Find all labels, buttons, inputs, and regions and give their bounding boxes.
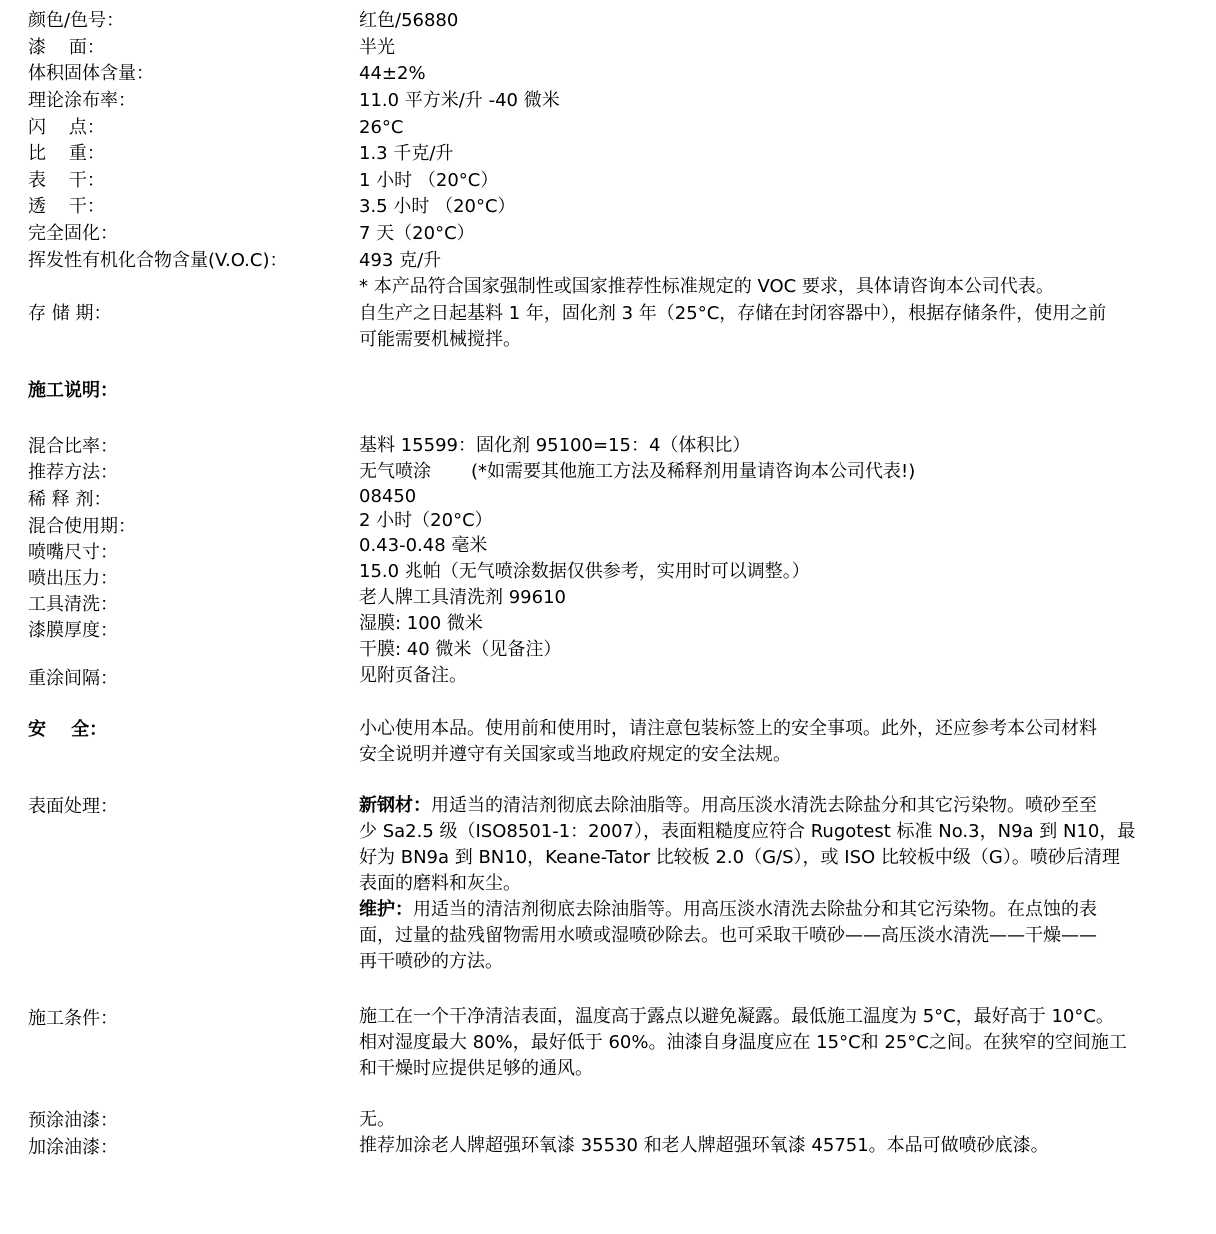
subsequent-coat-value: 推荐加涂老人牌超强环氧漆 35530 和老人牌超强环氧漆 45751。本品可做喷砂底漆。 <box>359 1135 1049 1156</box>
nozzle-size-label: 喷嘴尺寸： <box>28 542 118 563</box>
property-label: 体积固体含量： <box>28 63 154 84</box>
maintenance-line: 再干喷砂的方法。 <box>359 951 503 972</box>
film-thickness-label: 漆膜厚度： <box>28 620 118 641</box>
pot-life-label: 混合使用期： <box>28 516 136 537</box>
subsequent-coat-label: 加涂油漆： <box>28 1137 118 1158</box>
thinner-value: 08450 <box>359 486 417 507</box>
property-label: 颜色/色号： <box>28 10 125 31</box>
storage-label: 存 储 期： <box>28 303 112 324</box>
surface-prep-label: 表面处理： <box>28 796 118 817</box>
property-value: 26°C <box>359 117 404 138</box>
maintenance-text: 用适当的清洁剂彻底去除油脂等。用高压淡水清洗去除盐分和其它污染物。在点蚀的表 <box>413 899 1097 920</box>
method-text: 无气喷涂 <box>359 461 431 482</box>
previous-coat-value: 无。 <box>359 1109 395 1130</box>
property-label: 透 干： <box>28 196 105 217</box>
new-steel-line: 少 Sa2.5 级（ISO8501-1：2007），表面粗糙度应符合 Rugotest 标准 No.3，N9a 到 N10，最 <box>359 821 1136 842</box>
dry-film-value: 干膜: 40 微米（见备注） <box>359 639 562 660</box>
mixing-ratio-label: 混合比率： <box>28 436 118 457</box>
property-value: 11.0 平方米/升 -40 微米 <box>359 90 560 111</box>
tool-cleaning-value: 老人牌工具清洗剂 99610 <box>359 587 566 608</box>
property-value: 红色/56880 <box>359 10 459 31</box>
safety-line: 安全说明并遵守有关国家或当地政府规定的安全法规。 <box>359 744 791 765</box>
maintenance-line <box>359 897 1199 923</box>
property-value: 3.5 小时 （20°C） <box>359 196 516 217</box>
property-label: 漆 面： <box>28 37 105 58</box>
spray-pressure-value: 15.0 兆帕（无气喷涂数据仅供参考，实用时可以调整。） <box>359 561 810 582</box>
property-value: 1 小时 （20°C） <box>359 170 499 191</box>
new-steel-title: 新钢材： <box>359 795 431 816</box>
property-value: 半光 <box>359 37 395 58</box>
property-label: 挥发性有机化合物含量(V.O.C)： <box>28 250 288 271</box>
safety-line: 小心使用本品。使用前和使用时，请注意包装标签上的安全事项。此外，还应参考本公司材料 <box>359 718 1097 739</box>
surface-prep-text <box>359 793 1199 975</box>
property-label: 理论涂布率： <box>28 90 136 111</box>
conditions-line: 和干燥时应提供足够的通风。 <box>359 1058 593 1079</box>
storage-text <box>359 301 1199 353</box>
pot-life-value: 2 小时（20°C） <box>359 510 493 531</box>
thinner-label: 稀 释 剂： <box>28 489 112 510</box>
spray-pressure-label: 喷出压力： <box>28 568 118 589</box>
conditions-line: 施工在一个干净清洁表面，温度高于露点以避免凝露。最低施工温度为 5°C，最好高于 10°C。 <box>359 1006 1114 1027</box>
new-steel-line: 好为 BN9a 到 BN10，Keane-Tator 比较板 2.0（G/S），或 ISO 比较板中级（G）。喷砂后清理 <box>359 847 1120 868</box>
safety-text <box>359 716 1199 768</box>
storage-line: 可能需要机械搅拌。 <box>359 329 521 350</box>
recoat-interval-value: 见附页备注。 <box>359 665 467 686</box>
recoat-interval-label: 重涂间隔： <box>28 668 118 689</box>
mixing-ratio-value: 基料 15599：固化剂 95100=15：4（体积比） <box>359 435 751 456</box>
property-label: 闪 点： <box>28 117 105 138</box>
conditions-line: 相对湿度最大 80%，最好低于 60%。油漆自身温度应在 15°C和 25°C之间。在狭窄的空间施工 <box>359 1032 1127 1053</box>
safety-label: 安 全： <box>28 719 108 740</box>
property-label: 比 重： <box>28 143 105 164</box>
storage-line: 自生产之日起基料 1 年，固化剂 3 年（25°C，存储在封闭容器中），根据存储条件，使用之前 <box>359 303 1107 324</box>
nozzle-size-value: 0.43-0.48 毫米 <box>359 535 488 556</box>
voc-note: * 本产品符合国家强制性或国家推荐性标准规定的 VOC 要求，具体请咨询本公司代表。 <box>359 276 1054 297</box>
wet-film-value: 湿膜: 100 微米 <box>359 613 483 634</box>
tool-cleaning-label: 工具清洗： <box>28 594 118 615</box>
maintenance-title: 维护： <box>359 899 413 920</box>
application-heading: 施工说明： <box>28 380 118 401</box>
new-steel-text: 用适当的清洁剂彻底去除油脂等。用高压淡水清洗去除盐分和其它污染物。喷砂至至 <box>431 795 1097 816</box>
method-value <box>359 459 915 485</box>
property-label: 表 干： <box>28 170 105 191</box>
property-label: 完全固化： <box>28 223 118 244</box>
method-label: 推荐方法： <box>28 462 118 483</box>
new-steel-line <box>359 793 1199 819</box>
conditions-label: 施工条件： <box>28 1008 118 1029</box>
property-value: 7 天（20°C） <box>359 223 475 244</box>
previous-coat-label: 预涂油漆： <box>28 1110 118 1131</box>
new-steel-line: 表面的磨料和灰尘。 <box>359 873 521 894</box>
conditions-text <box>359 1004 1199 1082</box>
property-value: 1.3 千克/升 <box>359 143 454 164</box>
maintenance-line: 面，过量的盐残留物需用水喷或湿喷砂除去。也可采取干喷砂——高压淡水清洗——干燥—— <box>359 925 1097 946</box>
property-value: 44±2% <box>359 63 426 84</box>
property-value: 493 克/升 <box>359 250 442 271</box>
method-note: (*如需要其他施工方法及稀释剂用量请咨询本公司代表!) <box>471 461 916 482</box>
